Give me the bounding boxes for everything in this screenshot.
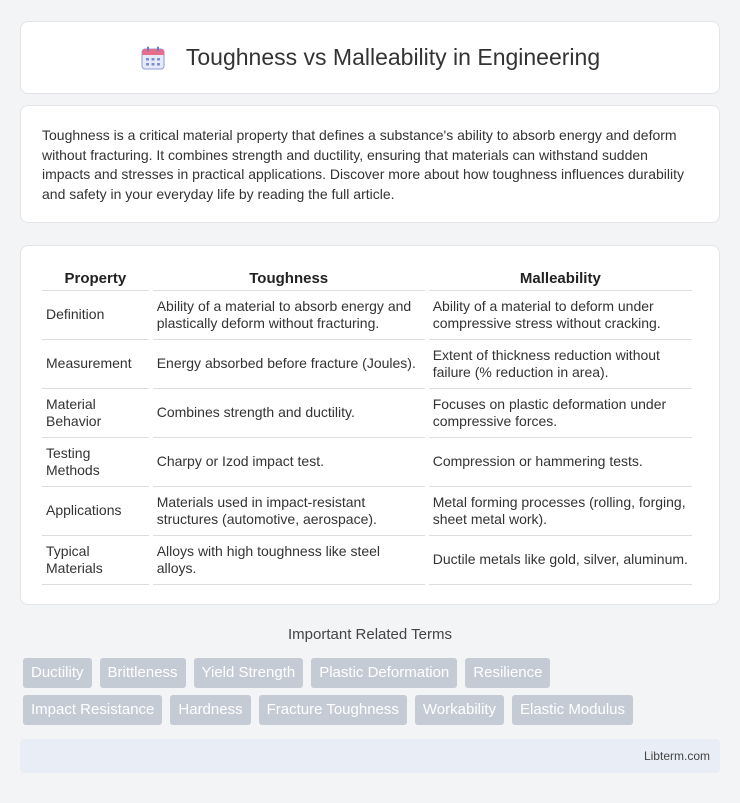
column-header: Malleability — [429, 266, 692, 291]
tag-elastic-modulus[interactable]: Elastic Modulus — [512, 695, 633, 725]
calendar-icon — [140, 45, 166, 71]
table-cell: Alloys with high toughness like steel alloys. — [153, 536, 425, 585]
tag-workability[interactable]: Workability — [415, 695, 504, 725]
comparison-table — [38, 266, 696, 585]
table-cell: Focuses on plastic deformation under compressive forces. — [429, 389, 692, 438]
table-row — [42, 438, 692, 487]
intro-card — [20, 105, 720, 223]
tag-row — [23, 695, 723, 725]
table-cell: Charpy or Izod impact test. — [153, 438, 425, 487]
page-title: Toughness vs Malleability in Engineering — [185, 44, 601, 70]
footer-brand[interactable]: Libterm.com — [643, 749, 710, 763]
table-cell: Metal forming processes (rolling, forging, sheet metal work). — [429, 487, 692, 536]
table-header-row — [42, 266, 692, 291]
table-cell: Typical Materials — [42, 536, 149, 585]
table-cell: Ductile metals like gold, silver, aluminum. — [429, 536, 692, 585]
intro-text: Toughness is a critical material property that defines a substance's ability to absorb energy and deform without fracturing. It combines strength and ductility, ensuring that materials can withstand sudden impacts and stresses in practical applications. Discover more about how toughness influences durability and safety in your everyday life by reading the full article. — [42, 127, 684, 202]
table-cell: Testing Methods — [42, 438, 149, 487]
footer — [20, 739, 720, 773]
table-row — [42, 536, 692, 585]
tag-hardness[interactable]: Hardness — [170, 695, 250, 725]
table-cell: Materials used in impact-resistant structures (automotive, aerospace). — [153, 487, 425, 536]
table-row — [42, 389, 692, 438]
table-cell: Extent of thickness reduction without failure (% reduction in area). — [429, 340, 692, 389]
table-row — [42, 291, 692, 340]
column-header: Property — [42, 266, 149, 291]
related-terms-title: Important Related Terms — [288, 626, 452, 643]
table-row — [42, 487, 692, 536]
tag-yield-strength[interactable]: Yield Strength — [194, 658, 304, 688]
table-cell: Material Behavior — [42, 389, 149, 438]
table-row — [42, 340, 692, 389]
tag-resilience[interactable]: Resilience — [465, 658, 550, 688]
tag-fracture-toughness[interactable]: Fracture Toughness — [259, 695, 407, 725]
related-terms-list — [23, 658, 723, 732]
table-cell: Applications — [42, 487, 149, 536]
table-cell: Ability of a material to absorb energy and plastically deform without fracturing. — [153, 291, 425, 340]
tag-impact-resistance[interactable]: Impact Resistance — [23, 695, 162, 725]
tag-row — [23, 658, 723, 688]
table-cell: Compression or hammering tests. — [429, 438, 692, 487]
table-cell: Energy absorbed before fracture (Joules). — [153, 340, 425, 389]
header-card — [20, 21, 720, 94]
column-header: Toughness — [153, 266, 425, 291]
comparison-card — [20, 245, 720, 605]
tag-plastic-deformation[interactable]: Plastic Deformation — [311, 658, 457, 688]
tag-brittleness[interactable]: Brittleness — [100, 658, 186, 688]
table-cell: Combines strength and ductility. — [153, 389, 425, 438]
table-cell: Measurement — [42, 340, 149, 389]
table-cell: Definition — [42, 291, 149, 340]
table-cell: Ability of a material to deform under compressive stress without cracking. — [429, 291, 692, 340]
tag-ductility[interactable]: Ductility — [23, 658, 92, 688]
